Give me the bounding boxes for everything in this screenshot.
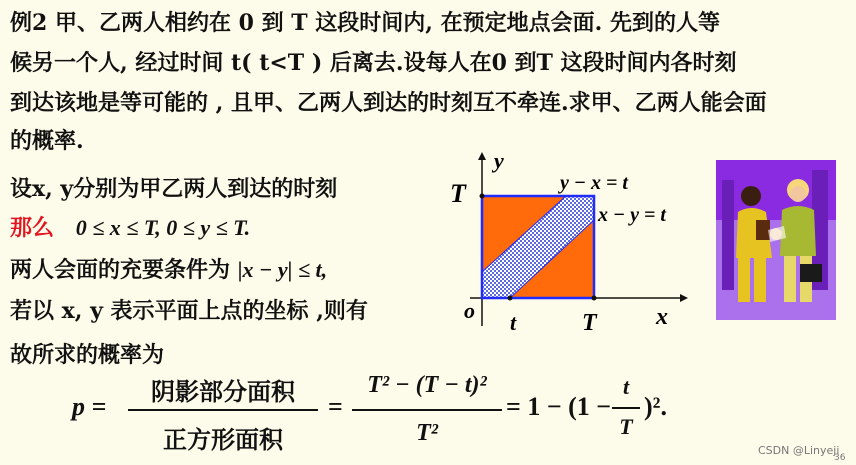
formula-denominator-text: 正方形面积 [163, 425, 283, 454]
fraction-bar-3 [612, 407, 640, 409]
formula-rhs: = 1 − (1 − [506, 392, 612, 421]
formula-small-numerator: t [622, 374, 630, 399]
formula-p: p = [72, 392, 107, 421]
problem-line-2: 候另一个人, 经过时间 t( t<T ) 后离去.设每人在0 到T 这段时间内各时刻 [10, 50, 737, 76]
fraction-bar-2 [352, 409, 502, 411]
handshake-clipart [716, 160, 836, 320]
formula-numerator-text: 阴影部分面积 [151, 377, 295, 406]
domain-inequality: 0 ≤ x ≤ T, 0 ≤ y ≤ T. [75, 215, 251, 240]
example-label: 例2 [10, 10, 48, 36]
solution-line-3 [10, 253, 327, 284]
origin-label: o [464, 298, 475, 323]
therefore-label: 那么 [10, 215, 55, 241]
probability-region-diagram [440, 148, 710, 338]
lower-line-label: x − y = t [598, 204, 666, 226]
solution-line-2 [10, 211, 250, 242]
formula-frac-math [352, 372, 502, 447]
problem-line-4: 的概率. [10, 128, 84, 154]
formula-frac-text [128, 372, 318, 455]
solution-line-5: 故所求的概率为 [10, 342, 165, 368]
formula-numerator-math: T² − (T − t)² [367, 372, 487, 398]
condition-text: 两人会面的充要条件为 [10, 257, 231, 283]
formula-t-over-T [612, 374, 640, 440]
condition-inequality: |x − y| ≤ t, [237, 257, 328, 282]
formula-denominator-math: T² [416, 420, 438, 446]
problem-text-1: 甲、乙两人相约在 0 到 T 这段时间内, 在预定地点会面. 先到的人等 [54, 10, 720, 36]
page-number: 36 [834, 453, 846, 463]
fraction-bar-1 [128, 409, 318, 411]
x-axis-label: x [656, 304, 668, 330]
y-axis-label: y [494, 148, 504, 173]
problem-line-1 [10, 6, 720, 37]
t-x-label: t [510, 310, 517, 335]
point-T-x [592, 296, 597, 301]
formula-small-denominator: T [619, 414, 633, 439]
T-y-label: T [450, 179, 466, 208]
upper-line-label: y − x = t [560, 172, 628, 194]
T-x-label: T [582, 310, 597, 336]
formula-tail: )². [644, 392, 667, 421]
problem-line-3: 到达该地是等可能的 , 且甲、乙两人到达的时刻互不牵连.求甲、乙两人能会面 [10, 90, 767, 116]
point-T-y [480, 194, 485, 199]
solution-line-1: 设x, y分别为甲乙两人到达的时刻 [10, 176, 338, 202]
y-axis-arrow [478, 152, 486, 160]
x-axis-arrow [680, 294, 688, 302]
solution-line-4: 若以 x, y 表示平面上点的坐标 ,则有 [10, 298, 368, 324]
watermark: CSDN @Linyeji [758, 444, 840, 457]
point-t-x [508, 296, 513, 301]
formula-eq: = [328, 392, 343, 421]
